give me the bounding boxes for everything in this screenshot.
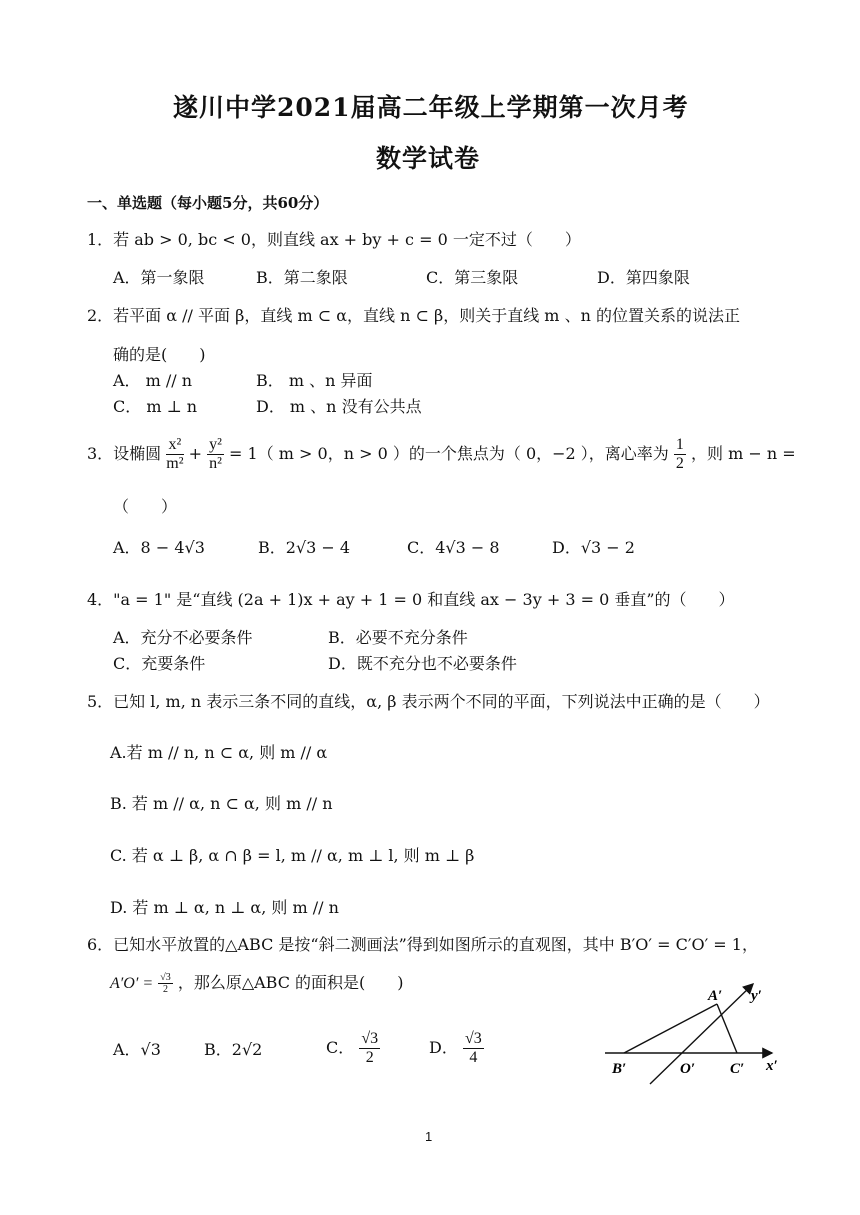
section-heading: 一、单选题（每小题5分，共60分）	[87, 194, 329, 212]
q3-frac-y-den: n²	[209, 455, 222, 472]
q2-option-d: D． m 、n 没有公共点	[256, 397, 422, 416]
q4-option-c: C．充要条件	[113, 654, 206, 673]
q3-frac-y	[207, 436, 224, 473]
exam-title: 遂川中学2021届高二年级上学期第一次月考	[173, 93, 689, 122]
q6-line2-suffix: ，那么原△ABC 的面积是( )	[177, 973, 404, 992]
question-2-line1: 2．若平面 α // 平面 β，直线 m ⊂ α，直线 n ⊂ β，则关于直线 m 、n 的位置关系的说法正	[87, 306, 740, 325]
q2-option-c: C． m ⊥ n	[113, 397, 198, 416]
q6-line2-frac-num: √3	[160, 972, 171, 983]
q6-option-b: B．2√2	[204, 1040, 263, 1059]
q6-option-c-den: 2	[365, 1049, 374, 1066]
question-3-line2: （ ）	[113, 497, 178, 516]
q3-prefix: 3．设椭圆	[87, 444, 162, 463]
question-2-line2: 确的是( )	[113, 345, 206, 364]
question-6-line2	[110, 972, 404, 995]
q3-mid: = 1（ m > 0，n > 0 ）的一个焦点为（ 0，−2 ），离心率为	[229, 444, 669, 463]
q6-option-c	[326, 1030, 380, 1067]
question-4-text: 4．"a = 1" 是“直线 (2a + 1)x + ay + 1 = 0 和直线 ax − 3y + 3 = 0 垂直”的（ ）	[87, 590, 735, 609]
q6-line2-prefix: A′O′ =	[110, 975, 154, 992]
question-3-line1	[87, 436, 796, 473]
q1-option-a: A．第一象限	[113, 268, 205, 287]
q4-option-d: D．既不充分也不必要条件	[328, 654, 517, 673]
label-a: A′	[708, 988, 723, 1004]
q3-plus: +	[188, 444, 203, 463]
q3-frac-y-num: y²	[209, 436, 222, 453]
label-x: x′	[766, 1058, 778, 1074]
q2-option-a: A． m // n	[113, 371, 193, 390]
q5-option-c: C. 若 α ⊥ β, α ∩ β = l, m // α, m ⊥ l, 则 m ⊥ β	[110, 846, 475, 865]
q1-option-d: D．第四象限	[597, 268, 690, 287]
q3-frac-half-den: 2	[675, 455, 684, 472]
label-o: O′	[680, 1061, 696, 1077]
q1-option-b: B．第二象限	[256, 268, 348, 287]
exam-subtitle: 数学试卷	[376, 144, 481, 173]
q5-option-b: B. 若 m // α, n ⊂ α, 则 m // n	[110, 794, 333, 813]
question-1-text: 1．若 ab > 0, bc < 0，则直线 ax + by + c = 0 一定不过（ ）	[87, 230, 581, 249]
q5-option-d: D. 若 m ⊥ α, n ⊥ α, 则 m // n	[110, 898, 339, 917]
q6-option-d-num: √3	[464, 1030, 482, 1047]
q6-line2-frac	[158, 972, 173, 995]
q3-frac-half-num: 1	[675, 436, 684, 453]
label-b: B′	[612, 1061, 627, 1077]
q6-option-d-den: 4	[469, 1049, 478, 1066]
q3-option-b: B．2√3 − 4	[258, 538, 351, 557]
q5-option-a: A.若 m // n, n ⊂ α, 则 m // α	[110, 743, 328, 762]
q3-frac-x	[166, 436, 183, 473]
q1-option-c: C．第三象限	[426, 268, 519, 287]
oblique-projection-figure	[600, 980, 790, 1090]
q6-option-c-frac	[359, 1030, 380, 1067]
q3-option-c: C．4√3 − 8	[407, 538, 500, 557]
q3-suffix: ，则 m − n =	[690, 444, 796, 463]
question-5-text: 5．已知 l, m, n 表示三条不同的直线，α, β 表示两个不同的平面，下列说法中正确的是（ ）	[87, 692, 770, 711]
q6-option-d-label: D．	[429, 1038, 458, 1057]
label-c: C′	[730, 1061, 745, 1077]
q6-option-c-num: √3	[361, 1030, 379, 1047]
q6-option-a: A．√3	[113, 1040, 161, 1059]
q6-line2-frac-den: 2	[162, 984, 168, 995]
q6-option-d-frac	[463, 1030, 484, 1067]
q2-option-b: B． m 、n 异面	[256, 371, 373, 390]
q3-frac-x-den: m²	[166, 455, 184, 472]
q4-option-a: A．充分不必要条件	[113, 628, 253, 647]
label-y: y′	[751, 988, 762, 1004]
q6-option-d	[429, 1030, 484, 1067]
q4-option-b: B．必要不充分条件	[328, 628, 468, 647]
q3-frac-half	[674, 436, 686, 473]
q3-option-a: A．8 − 4√3	[113, 538, 205, 557]
question-6-line1: 6．已知水平放置的△ABC 是按“斜二测画法”得到如图所示的直观图，其中 B′O′ = C′O′ = 1，	[87, 935, 758, 954]
segment-b-a	[624, 1004, 717, 1053]
page-number: 1	[425, 1129, 433, 1144]
q6-option-c-label: C．	[326, 1038, 355, 1057]
segment-a-c	[717, 1004, 737, 1053]
q3-option-d: D．√3 − 2	[552, 538, 635, 557]
q3-frac-x-num: x²	[166, 436, 183, 455]
